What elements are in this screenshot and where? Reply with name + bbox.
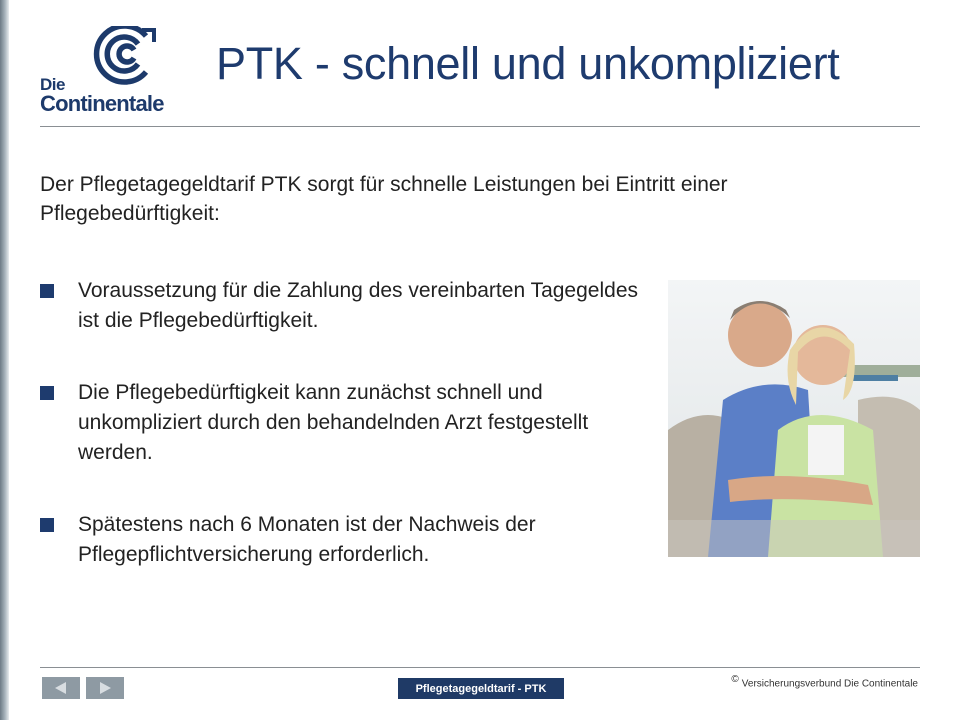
copyright-text: Versicherungsverbund Die Continentale [741, 678, 918, 690]
bullet-square-icon [40, 518, 54, 532]
couple-photo [668, 280, 920, 557]
next-slide-button[interactable] [86, 677, 124, 699]
list-item [40, 510, 660, 570]
logo-line-die: Die [40, 75, 65, 94]
logo-line-name: Continentale [40, 91, 164, 116]
arrow-left-icon [54, 682, 68, 694]
footer-divider [40, 667, 920, 668]
list-item [40, 276, 660, 336]
side-accent-bar [0, 0, 9, 720]
copyright-notice [731, 674, 918, 689]
bullet-text: Voraussetzung für die Zahlung des vereinbarten Tagegeldes ist die Pflegebedürftigkeit. [78, 279, 638, 332]
page-title: PTK - schnell und unkompliziert [216, 38, 840, 89]
continentale-logo [38, 26, 188, 114]
list-item [40, 378, 660, 468]
previous-slide-button[interactable] [42, 677, 80, 699]
bullet-text: Spätestens nach 6 Monaten ist der Nachweis der Pflegepflichtversicherung erforderlich. [78, 513, 536, 566]
copyright-symbol: © [731, 674, 739, 685]
bullet-list [40, 276, 660, 612]
bullet-square-icon [40, 284, 54, 298]
logo-wordmark [40, 75, 164, 116]
intro-text: Der Pflegetagegeldtarif PTK sorgt für schnelle Leistungen bei Eintritt einer Pflegebedürftigkeit: [40, 173, 728, 225]
arrow-right-icon [98, 682, 112, 694]
bullet-text: Die Pflegebedürftigkeit kann zunächst schnell und unkompliziert durch den behandelnden Arzt festgestellt werden. [78, 381, 589, 464]
bullet-square-icon [40, 386, 54, 400]
title-divider [40, 126, 920, 127]
footer-section-label: Pflegetagegeldtarif - PTK [398, 678, 564, 699]
